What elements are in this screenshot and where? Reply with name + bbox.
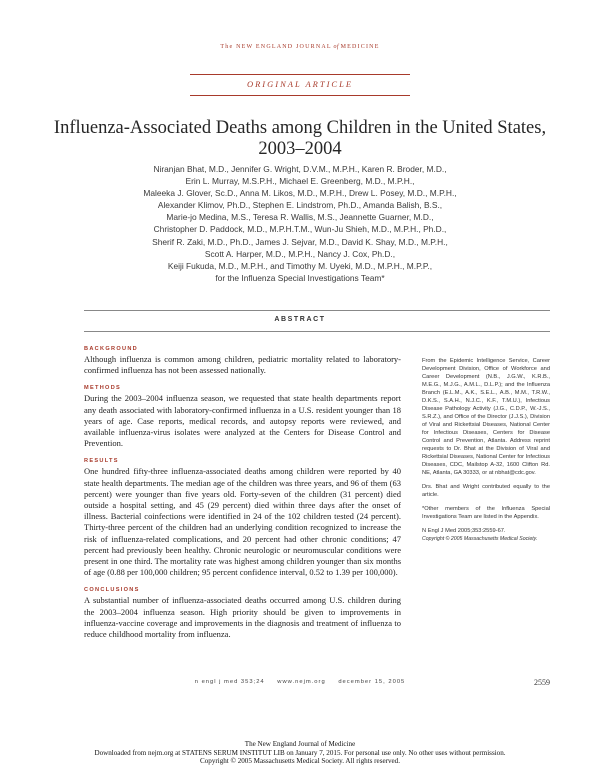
- team-note: *Other members of the Influenza Special Investigations Team are listed in the Appendix.: [422, 506, 550, 520]
- section-label: CONCLUSIONS: [84, 587, 140, 594]
- sidebar-notes: [422, 357, 550, 549]
- abstract-section-methods: [84, 385, 401, 449]
- issue-date: december 15, 2005: [338, 679, 406, 685]
- journal-ref: n engl j med 353;24: [194, 679, 265, 685]
- abstract-section-background: [84, 346, 401, 376]
- notice-line: Copyright © 2005 Massachusetts Medical Society. All rights reserved.: [200, 757, 400, 766]
- contribution-note: Drs. Bhat and Wright contributed equally to the article.: [422, 484, 550, 498]
- article-type-rule-top: [190, 74, 410, 75]
- author-line: Erin L. Murray, M.S.P.H., Michael E. Greenberg, M.D., M.P.H.,: [185, 176, 415, 187]
- journal-medicine: MEDICINE: [340, 44, 380, 50]
- abstract-heading: ABSTRACT: [274, 316, 326, 323]
- author-line: Niranjan Bhat, M.D., Jennifer G. Wright, D.V.M., M.P.H., Karen R. Broder, M.D.,: [153, 164, 447, 174]
- abstract-rule-bottom: [84, 331, 550, 332]
- journal-of: of: [331, 44, 341, 50]
- author-line: Marie-jo Medina, M.S., Teresa R. Wallis, M.S., Jeannette Guarner, M.D.,: [166, 212, 434, 223]
- section-text: A substantial number of influenza-associated deaths occurred among U.S. children during the 2003–2004 influenza season. High priority should be given to improvements in influenza-vaccine coverage and improvements in the diagnosis and treatment of influenza to reduce childhood mortality from influenza.: [84, 595, 401, 640]
- section-text: During the 2003–2004 influenza season, we requested that state health departments report any death associated with laboratory-confirmed influenza in a U.S. resident younger than 18 years of age. Case reports, medical records, and autopsy reports were reviewed, and available influenza-virus isolates were analyzed at the Centers for Disease Control and Prevention.: [84, 393, 401, 449]
- article-title: Influenza-Associated Deaths among Children in the United States, 2003–2004: [53, 118, 547, 159]
- section-text: Although influenza is common among children, pediatric mortality related to laboratory-confirmed influenza has not been assessed nationally.: [84, 354, 401, 376]
- page-number: 2559: [534, 678, 550, 687]
- section-label: BACKGROUND: [84, 346, 139, 352]
- author-line: for the Influenza Special Investigations Team*: [215, 272, 385, 283]
- journal-prefix: The: [220, 44, 237, 50]
- citation: N Engl J Med 2005;353:2559-67.: [422, 528, 506, 534]
- author-line: Maleeka J. Glover, Sc.D., Anna M. Likos, M.D., M.P.H., Drew L. Posey, M.D., M.P.H.,: [143, 188, 457, 199]
- copyright-note: Copyright © 2005 Massachusetts Medical Society.: [422, 536, 538, 542]
- notice-line: The New England Journal of Medicine: [244, 740, 356, 748]
- journal-name: NEW ENGLAND JOURNAL: [236, 44, 332, 50]
- affiliation-note: From the Epidemic Intelligence Service, Career Development Division, Office of Workforce and Career Development (N.B., J.G.W., K.R.B., M.E.G., M.J.G., A.M.L., D.L.P.); and the Influenza Branch (E.L.M., A.K., S.E.L., A.B., M.M., T.R.W., D.K.S., S.A.H., N.J.C., K.F., T.M.U.), Infectious Disease Pathology Activity (J.G., C.D.P., W.-J.S., S.R.Z.), and Office of the Director (J.J.S.), Division of Viral and Rickettsial Diseases, National Center for Infectious Diseases, Centers for Disease Control and Prevention, Atlanta. Address reprint requests to Dr. Bhat at the Division of Viral and Rickettsial Diseases, National Center for Infectious Diseases, CDC, Mailstop A-32, 1600 Clifton Rd. NE, Atlanta, GA 30333, or at nbhat@cdc.gov.: [422, 358, 550, 476]
- section-text: One hundred fifty-three influenza-associated deaths among children were reported by 40 state health departments. The median age of the children was three years, and 96 of them (63 percent) were younger than five years old. Forty-seven of the children (31 percent) died outside a hospital setting, and 45 (29 percent) died within three days after the onset of illness. Bacterial coinfections were identified in 24 of the 102 children tested (24 percent). Thirty-three percent of the children had an underlying condition recognized to increase the risk of influenza-related complications, and 20 percent had other chronic conditions; 47 percent had previously been healthy. Chronic neurologic or neuromuscular conditions were present in one third. The mortality rate was highest among children younger than six months of age (0.88 per 100,000 children; 95 percent confidence interval, 0.52 to 1.39 per 100,000).: [84, 466, 401, 578]
- download-notice: [0, 740, 600, 766]
- author-list: [60, 163, 540, 284]
- abstract-section-conclusions: [84, 587, 401, 640]
- article-type: ORIGINAL ARTICLE: [246, 79, 354, 89]
- section-label: METHODS: [84, 385, 122, 392]
- abstract-rule-top: [84, 310, 550, 311]
- journal-header: [0, 44, 600, 50]
- author-line: Scott A. Harper, M.D., M.P.H., Nancy J. Cox, Ph.D.,: [204, 248, 396, 259]
- article-type-rule-bottom: [190, 95, 410, 96]
- website: www.nejm.org: [277, 679, 326, 685]
- abstract-section-results: [84, 458, 401, 578]
- section-label: RESULTS: [84, 458, 119, 465]
- author-line: Keiji Fukuda, M.D., M.P.H., and Timothy M. Uyeki, M.D., M.P.H., M.P.P.,: [167, 260, 433, 271]
- author-line: Sherif R. Zaki, M.D., Ph.D., James J. Sejvar, M.D., David K. Shay, M.D., M.P.H.,: [152, 236, 448, 247]
- notice-line: Downloaded from nejm.org at STATENS SERUM INSTITUT LIB on January 7, 2015. For personal use only. No other uses without permission.: [94, 748, 506, 757]
- page-footer: [150, 679, 450, 685]
- abstract-body: [84, 346, 401, 649]
- author-line: Alexander Klimov, Ph.D., Stephen E. Lindstrom, Ph.D., Amanda Balish, B.S.,: [157, 200, 443, 211]
- author-line: Christopher D. Paddock, M.D., M.P.H.T.M., Wun-Ju Shieh, M.D., M.P.H., Ph.D.,: [153, 224, 447, 235]
